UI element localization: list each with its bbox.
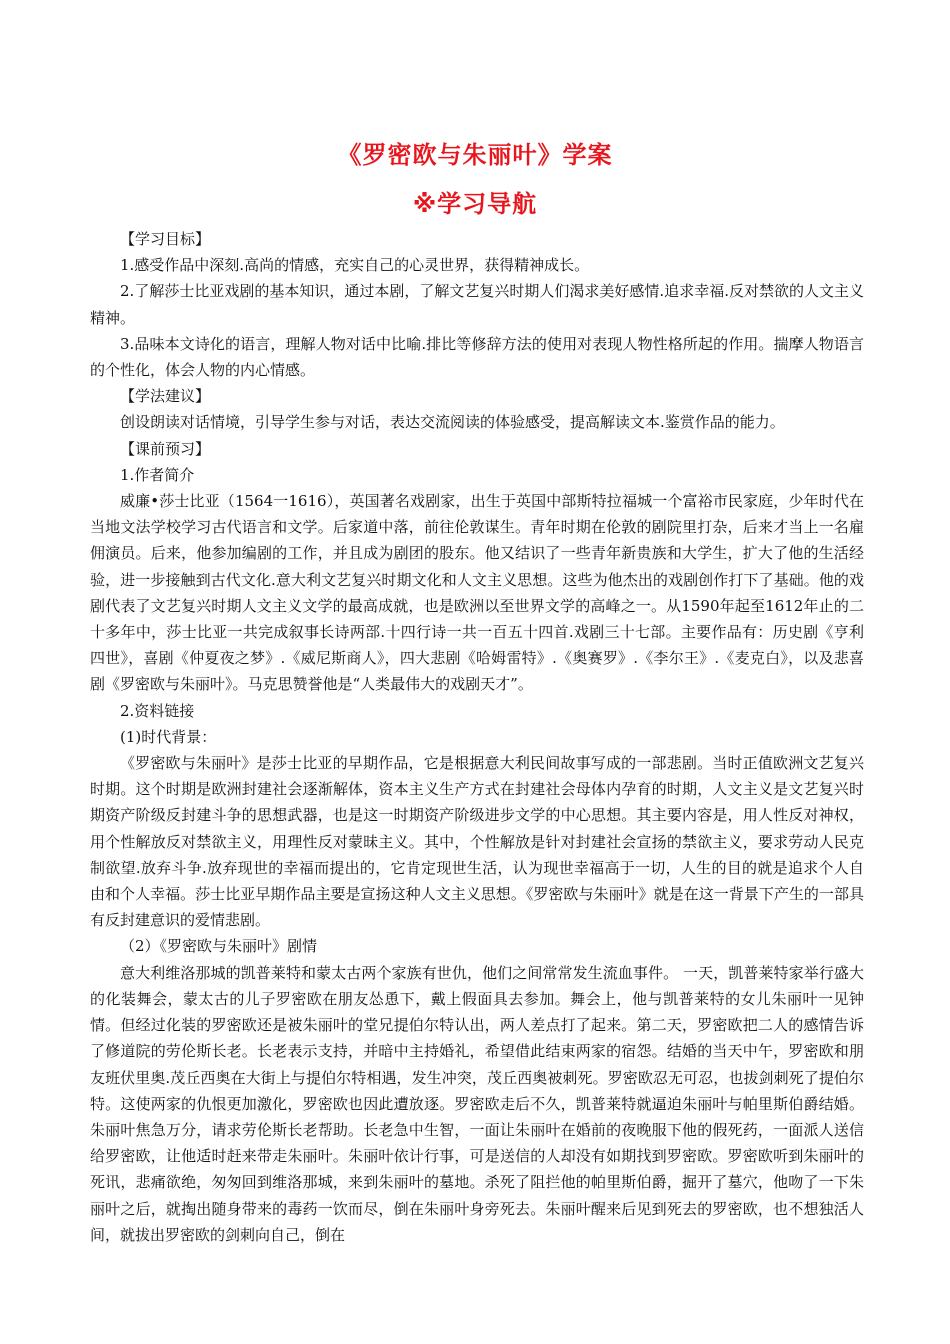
heading-study-goals: 【学习目标】 <box>120 230 211 248</box>
study-method-paragraph: 创设朗读对话情境，引导学生参与对话，表达交流阅读的体验感受，提高解读文本.鉴赏作品的能力。 <box>120 413 785 432</box>
goal-item-2: 2.了解莎士比亚戏剧的基本知识，通过本剧，了解文艺复兴时期人们渴求美好感情.追求幸福.反对禁欲的人文主义精神。 <box>90 282 864 327</box>
section-heading: ※学习导航 <box>412 190 538 218</box>
goal-item-3: 3.品味本文诗化的语言，理解人物对话中比喻.排比等修辞方法的使用对表现人物性格所起的作用。揣摩人物语言的个性化，体会人物的内心情感。 <box>90 334 864 380</box>
plot-heading: （2）《罗密欧与朱丽叶》剧情 <box>120 937 318 956</box>
plot-paragraph: 意大利维洛那城的凯普莱特和蒙太古两个家族有世仇，他们之间常常发生流血事件。 一天，凯普莱特家举行盛大的化装舞会，蒙太古的儿子罗密欧在朋友怂恿下，戴上假面具去参加。舞会上，他与凯普莱特的女儿朱丽叶一见钟情。但经过化装的罗密欧还是被朱丽叶的堂兄提伯尔特认出，两人差点打了起来。第二天，罗密欧把二人的感情告诉了修道院的劳伦斯长老。长老表示支持，并暗中主持婚礼，希望借此结束两家的宿怨。结婚的当天中午，罗密欧和朋友班伏里奥.茂丘西奥在大街上与提伯尔特相遇，发生冲突，茂丘西奥被刺死。罗密欧忍无可忍，也拔剑刺死了提伯尔特。这使两家的仇恨更加激化，罗密欧也因此遭放逐。罗密欧走后不久，凯普莱特就逼迫朱丽叶与帕里斯伯爵结婚。朱丽叶焦急万分，请求劳伦斯长老帮助。长老急中生智，一面让朱丽叶在婚前的夜晚服下他的假死药，一面派人送信给罗密欧，让他适时赶来带走朱丽叶。朱丽叶依计行事，可是送信的人却没有如期找到罗密欧。罗密欧听到朱丽叶的死讯，悲痛欲绝，匆匆回到维洛那城，来到朱丽叶的墓地。杀死了阻拦他的帕里斯伯爵，掘开了墓穴，他吻了一下朱丽叶之后，就掏出随身带来的毒药一饮而尽，倒在朱丽叶身旁死去。朱丽叶醒来后见到死去的罗密欧，也不想独活人间，就拔出罗密欧的剑刺向自己，倒在 <box>90 963 864 1244</box>
resource-link-heading: 2.资料链接 <box>120 701 195 720</box>
background-paragraph: 《罗密欧与朱丽叶》是莎士比亚的早期作品，它是根据意大利民间故事写成的一部悲剧。当时正值欧洲文艺复兴时期。这个时期是欧洲封建社会逐渐解体，资本主义生产方式在封建社会母体内孕育的时期，人文主义是文艺复兴时期资产阶级反封建斗争的思想武器，也是这一时期资产阶级进步文学的中心思想。其主要内容是，用人性反对神权，用个性解放反对禁欲主义，用理性反对蒙昧主义。其中，个性解放是针对封建社会宣扬的禁欲主义，要求劳动人民克制欲望.放弃斗争.放弃现世的幸福而提出的，它肯定现世生活，认为现世幸福高于一切，人生的目的就是追求个人自由和个人幸福。莎士比亚早期作品主要是宣扬这种人文主义思想。《罗密欧与朱丽叶》就是在这一背景下产生的一部具有反封建意识的爱情悲剧。 <box>90 754 864 930</box>
background-heading: (1)时代背景： <box>120 727 217 746</box>
goal-item-1: 1.感受作品中深刻.高尚的情感，充实自己的心灵世界，获得精神成长。 <box>120 256 590 275</box>
heading-preview: 【课前预习】 <box>120 439 211 458</box>
author-intro-paragraph: 威廉•莎士比亚（1564一1616），英国著名戏剧家，出生于英国中部斯特拉福城一个富裕市民家庭，少年时代在当地文法学校学习古代语言和文学。后家道中落，前往伦敦谋生。青年时期在伦敦的剧院里打杂，后来才当上一名雇佣演员。后来，他参加编剧的工作，并且成为剧团的股东。他又结识了一些青年新贵族和大学生，扩大了他的生活经验，进一步接触到古代文化.意大利文艺复兴时期文化和人文主义思想。这些为他杰出的戏剧创作打下了基础。他的戏剧代表了文艺复兴时期人文主义文学的最高成就，也是欧洲以至世界文学的高峰之一。从1590年起至1612年止的二十多年中，莎士比亚一共完成叙事长诗两部.十四行诗一共一百五十四首.戏剧三十七部。主要作品有：历史剧《亨利四世》，喜剧《仲夏夜之梦》.《威尼斯商人》，四大悲剧《哈姆雷特》.《奥赛罗》.《李尔王》.《麦克白》，以及悲喜剧《罗密欧与朱丽叶》。马克思赞誉他是“人类最伟大的戏剧天才”。 <box>90 492 864 694</box>
page-title: 《罗密欧与朱丽叶》学案 <box>337 141 613 169</box>
document-body <box>90 226 864 1248</box>
heading-study-method: 【学法建议】 <box>120 387 211 406</box>
author-intro-heading: 1.作者简介 <box>120 465 195 484</box>
